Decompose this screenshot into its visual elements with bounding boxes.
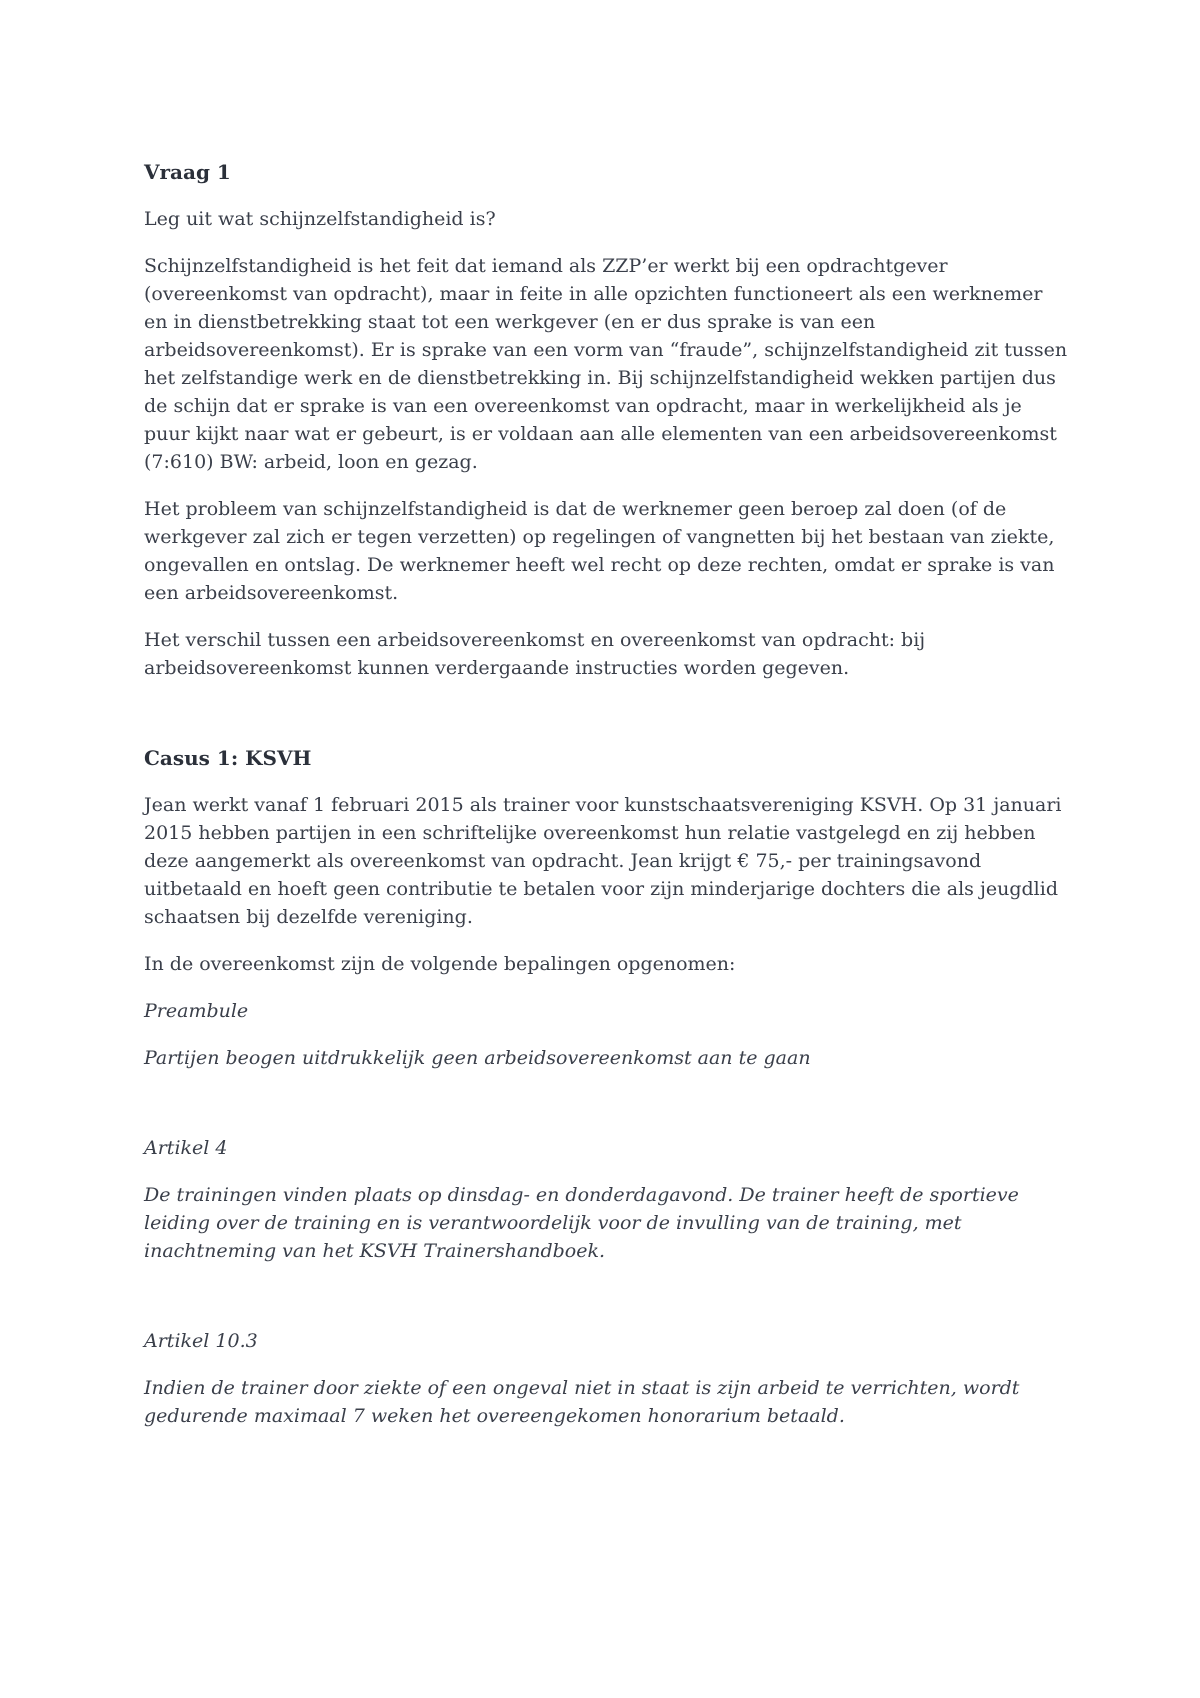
casus1-paragraph: In de overeenkomst zijn de volgende bepalingen opgenomen: bbox=[144, 953, 736, 975]
casus1-paragraph: Jean werkt vanaf 1 februari 2015 als trainer voor kunstschaatsvereniging KSVH. Op 31 januari 2015 hebben partijen in een schriftelijke overeenkomst hun relatie vastgelegd en zij hebben deze aangemerkt als overeenkomst van opdracht. Jean krijgt € 75,- per trainingsavond uitbetaald en hoeft geen contributie te betalen voor zijn minderjarige dochters die als jeugdlid schaatsen bij dezelfde vereniging. bbox=[144, 794, 1062, 928]
artikel103-title: Artikel 10.3 bbox=[144, 1330, 258, 1352]
casus1-heading: Casus 1: KSVH bbox=[144, 746, 312, 770]
preambule-text: Partijen beogen uitdrukkelijk geen arbeidsovereenkomst aan te gaan bbox=[144, 1047, 811, 1069]
vraag1-question: Leg uit wat schijnzelfstandigheid is? bbox=[144, 208, 496, 230]
artikel4-title: Artikel 4 bbox=[144, 1137, 228, 1159]
document-body bbox=[144, 158, 1069, 1430]
vraag1-paragraph: Schijnzelfstandigheid is het feit dat iemand als ZZP’er werkt bij een opdrachtgever (overeenkomst van opdracht), maar in feite in alle opzichten functioneert als een werknemer en in dienstbetrekking staat tot een werkgever (en er dus sprake is van een arbeidsovereenkomst). Er is sprake van een vorm van “fraude”, schijnzelfstandigheid zit tussen het zelfstandige werk en de dienstbetrekking in. Bij schijnzelfstandigheid wekken partijen dus de schijn dat er sprake is van een overeenkomst van opdracht, maar in werkelijkheid als je puur kijkt naar wat er gebeurt, is er voldaan aan alle elementen van een arbeidsovereenkomst (7:610) BW: arbeid, loon en gezag. bbox=[144, 255, 1068, 473]
preambule-title: Preambule bbox=[144, 1000, 249, 1022]
vraag1-paragraph: Het probleem van schijnzelfstandigheid is dat de werknemer geen beroep zal doen (of de werkgever zal zich er tegen verzetten) op regelingen of vangnetten bij het bestaan van ziekte, ongevallen en ontslag. De werknemer heeft wel recht op deze rechten, omdat er sprake is van een arbeidsovereenkomst. bbox=[144, 498, 1055, 604]
artikel103-text: Indien de trainer door ziekte of een ongeval niet in staat is zijn arbeid te verrichten, wordt gedurende maximaal 7 weken het overeengekomen honorarium betaald. bbox=[144, 1377, 1020, 1427]
vraag1-heading: Vraag 1 bbox=[144, 160, 231, 184]
vraag1-paragraph: Het verschil tussen een arbeidsovereenkomst en overeenkomst van opdracht: bij arbeidsovereenkomst kunnen verdergaande instructies worden gegeven. bbox=[144, 629, 926, 679]
artikel4-text: De trainingen vinden plaats op dinsdag- en donderdagavond. De trainer heeft de sportieve leiding over de training en is verantwoordelijk voor de invulling van de training, met inachtneming van het KSVH Trainershandboek. bbox=[144, 1184, 1019, 1262]
